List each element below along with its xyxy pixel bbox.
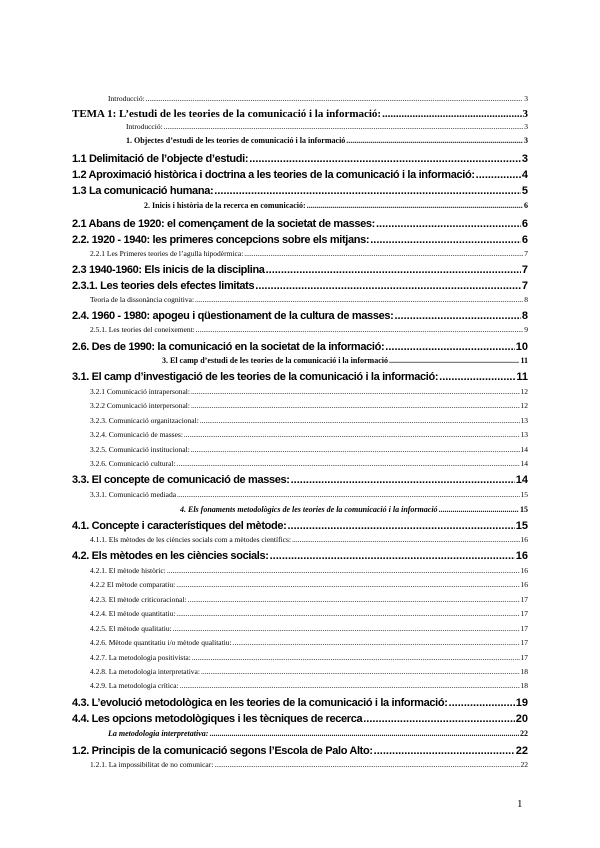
toc-entry-title: TEMA 1: L’estudi de les teories de la comunicació i la informació: (72, 108, 382, 120)
toc-entry[interactable] (72, 264, 528, 277)
toc-entry-page: 22 (520, 729, 528, 738)
toc-entry-title: 4. Els fonaments metodològics de les teories de la comunicació i la informació (180, 505, 438, 514)
toc-entry[interactable] (72, 280, 528, 293)
toc-entry-page: 17 (520, 638, 528, 647)
toc-entry-title: 4.2.2 El mètode comparatiu: (90, 580, 176, 589)
toc-entry[interactable] (72, 218, 528, 231)
toc-entry-title: Teoria de la dissonància cognitiva: (90, 295, 195, 304)
dot-leader (244, 249, 523, 258)
dot-leader (176, 609, 519, 618)
toc-entry[interactable] (72, 234, 528, 247)
dot-leader (209, 729, 519, 738)
toc-entry-page: 7 (521, 264, 528, 276)
toc-entry[interactable] (72, 505, 528, 516)
toc-entry-page: 22 (520, 760, 528, 769)
toc-entry-page: 16 (515, 550, 528, 562)
toc-entry-page: 7 (524, 249, 528, 258)
toc-entry-page: 13 (520, 416, 528, 425)
toc-entry-page: 18 (520, 681, 528, 690)
toc-entry-page: 8 (524, 295, 528, 304)
toc-entry-title: 2.3.1. Les teories dels efectes limitats (72, 280, 255, 292)
dot-leader (266, 264, 521, 276)
toc-entry-page: 17 (520, 595, 528, 604)
dot-leader (291, 474, 515, 486)
dot-leader (201, 667, 520, 676)
toc-entry[interactable] (72, 416, 528, 426)
toc-entry[interactable] (72, 535, 528, 545)
toc-entry-page: 17 (520, 609, 528, 618)
toc-entry-title: 3.2.6. Comunicació cultural: (90, 459, 176, 468)
dot-leader (177, 459, 520, 468)
toc-entry-title: 4.2. Els mètodes en les ciències socials: (72, 550, 269, 562)
dot-leader (292, 535, 520, 544)
toc-entry-page: 11 (520, 356, 528, 365)
toc-entry-title: 3.2.4. Comunicació de masses: (90, 430, 183, 439)
toc-entry-title: 2.3 1940-1960: Els inicis de la disciplina (72, 264, 265, 276)
dot-leader (389, 356, 519, 365)
toc-entry[interactable] (72, 249, 528, 259)
toc-entry[interactable] (72, 609, 528, 619)
toc-entry-page: 13 (520, 430, 528, 439)
toc-entry[interactable] (72, 729, 528, 740)
toc-entry-title: 2.5.1. Les teories del coneixement: (90, 325, 195, 334)
toc-entry-title: 2.2.1 Les Primeres teories de l’agulla hipodèrmica: (90, 249, 244, 258)
toc-entry[interactable] (72, 490, 528, 500)
toc-entry-title: 1.2 Aproximació històrica i doctrina a les teories de la comunicació i la informació: (72, 169, 475, 181)
toc-entry-title: 4.2.9. La metodologia crítica: (90, 681, 179, 690)
toc-entry[interactable] (72, 459, 528, 469)
toc-entry[interactable] (72, 108, 528, 121)
toc-entry-title: 3. El camp d’estudi de les teories de la comunicació i la informació (162, 356, 388, 365)
dot-leader (476, 169, 521, 181)
dot-leader (249, 153, 521, 165)
toc-entry-page: 14 (520, 459, 528, 468)
toc-entry[interactable] (72, 201, 528, 212)
toc-entry[interactable] (72, 94, 528, 104)
toc-entry[interactable] (72, 550, 528, 563)
toc-entry-title: Introducció: (126, 122, 163, 131)
toc-entry[interactable] (72, 653, 528, 663)
toc-entry-title: Introducció: (108, 94, 145, 103)
toc-entry-page: 15 (520, 490, 528, 499)
toc-entry-page: 8 (521, 310, 528, 322)
dot-leader (177, 490, 519, 499)
toc-entry[interactable] (72, 136, 528, 147)
toc-entry-title: 2.6. Des de 1990: la comunicació en la societat de la informació: (72, 341, 385, 353)
toc-entry-page: 6 (521, 218, 528, 230)
toc-entry-page: 14 (515, 474, 528, 486)
toc-entry[interactable] (72, 681, 528, 691)
toc-entry-title: 3.3.1. Comunicació mediada (90, 490, 177, 499)
toc-entry-page: 4 (521, 169, 528, 181)
toc-entry-title: 4.2.5. El mètode qualitatiu: (90, 624, 172, 633)
dot-leader (376, 218, 521, 230)
toc-entry[interactable] (72, 474, 528, 487)
dot-leader (192, 653, 520, 662)
toc-entry[interactable] (72, 638, 528, 648)
dot-leader (191, 445, 520, 454)
toc-entry[interactable] (72, 430, 528, 440)
dot-leader (382, 108, 521, 120)
toc-entry-title: 1. Objectes d’estudi de les teories de comunicació i la informació (126, 136, 346, 145)
toc-entry-title: 3.2.5. Comunicació institucional: (90, 445, 190, 454)
toc-entry-page: 14 (520, 445, 528, 454)
toc-entry[interactable] (72, 325, 528, 335)
toc-entry-title: 1.3 La comunicació humana: (72, 185, 214, 197)
toc-entry-title: 1.2.1. La impossibilitat de no comunicar: (90, 760, 214, 769)
dot-leader (307, 201, 523, 210)
dot-leader (374, 745, 515, 757)
dot-leader (146, 94, 524, 103)
toc-entry-page: 5 (521, 185, 528, 197)
toc-entry-title: 4.3. L’evolució metodològica en les teories de la comunicació i la informació: (72, 697, 448, 709)
toc-entry-title: 3.2.1 Comunicació intrapersonal: (90, 387, 190, 396)
toc-entry-page: 11 (516, 371, 528, 383)
dot-leader (200, 416, 520, 425)
toc-entry[interactable] (72, 520, 528, 533)
toc-entry-title: 2.4. 1960 - 1980: apogeu i qüestionament de la cultura de masses: (72, 310, 394, 322)
toc-entry[interactable] (72, 445, 528, 455)
toc-entry-title: 3.1. El camp d’investigació de les teories de la comunicació i la informació: (72, 371, 439, 383)
toc-entry[interactable] (72, 401, 528, 411)
toc-entry-title: 2.2. 1920 - 1940: les primeres concepcions sobre els mitjans: (72, 234, 370, 246)
toc-entry[interactable] (72, 371, 528, 384)
toc-entry[interactable] (72, 745, 528, 758)
dot-leader (164, 122, 524, 131)
dot-leader (394, 310, 520, 322)
toc-entry-title: 4.1. Concepte i característiques del mètode: (72, 520, 287, 532)
toc-entry-page: 22 (515, 745, 528, 757)
dot-leader (233, 638, 520, 647)
toc-entry-page: 12 (520, 387, 528, 396)
dot-leader (346, 136, 523, 145)
toc-entry[interactable] (72, 122, 528, 132)
toc-entry-page: 6 (521, 234, 528, 246)
toc-entry-title: 4.1.1. Els mètodes de les ciències socials com a mètodes científics: (90, 535, 291, 544)
dot-leader (195, 295, 523, 304)
toc-entry[interactable] (72, 580, 528, 590)
dot-leader (439, 371, 515, 383)
toc-entry-page: 3 (524, 122, 528, 131)
toc-entry-page: 3 (524, 94, 528, 103)
toc-entry-title: 4.2.3. El mètode criticoracional: (90, 595, 187, 604)
dot-leader (191, 401, 520, 410)
toc-entry-page: 16 (520, 580, 528, 589)
toc-entry-title: 4.2.6. Mètode quantitatiu i/o mètode qualitatiu: (90, 638, 232, 647)
toc-entry-title: 4.2.8. La metodologia interpretativa: (90, 667, 200, 676)
toc-entry-page: 3 (521, 153, 528, 165)
toc-entry-title: 4.4. Les opcions metodològiques i les tècniques de recerca (72, 713, 363, 725)
toc-entry[interactable] (72, 713, 528, 726)
toc-entry-title: 2.1 Abans de 1920: el començament de la societat de masses: (72, 218, 375, 230)
toc-entry[interactable] (72, 185, 528, 198)
toc-entry[interactable] (72, 760, 528, 770)
dot-leader (184, 430, 520, 439)
dot-leader (191, 387, 520, 396)
page-number: 1 (517, 798, 523, 810)
dot-leader (255, 280, 521, 292)
toc-entry-title: 2. Inicis i història de la recerca en comunicació: (144, 201, 306, 210)
toc-entry-title: La metodologia interpretativa: (108, 729, 209, 738)
toc-entry[interactable] (72, 667, 528, 677)
dot-leader (188, 595, 520, 604)
toc-entry-page: 15 (520, 505, 528, 514)
toc-entry-page: 18 (520, 667, 528, 676)
dot-leader (385, 341, 514, 353)
toc-entry-page: 20 (515, 713, 528, 725)
dot-leader (176, 580, 519, 589)
toc-entry-page: 10 (515, 341, 528, 353)
toc-entry-page: 16 (520, 566, 528, 575)
toc-entry-page: 16 (520, 535, 528, 544)
toc-entry[interactable] (72, 153, 528, 166)
toc-entry-title: 4.2.4. El mètode quantitatiu: (90, 609, 176, 618)
toc-entry[interactable] (72, 387, 528, 397)
toc-entry-title: 3.3. El concepte de comunicació de masses: (72, 474, 290, 486)
toc-entry-title: 4.2.1. El mètode històric: (90, 566, 166, 575)
toc-entry[interactable] (72, 595, 528, 605)
dot-leader (214, 185, 521, 197)
toc-entry[interactable] (72, 169, 528, 182)
toc-entry-page: 9 (524, 325, 528, 334)
toc-entry-page: 3 (524, 136, 528, 145)
toc-entry-title: 1.1 Delimitació de l’objecte d’estudi: (72, 153, 249, 165)
toc-entry-page: 6 (524, 201, 528, 210)
toc-entry-page: 15 (515, 520, 528, 532)
toc-entry-page: 17 (520, 653, 528, 662)
dot-leader (214, 760, 519, 769)
toc-entry[interactable] (72, 624, 528, 634)
toc-entry-page: 17 (520, 624, 528, 633)
toc-entry-title: 1.2. Principis de la comunicació segons l’Escola de Palo Alto: (72, 745, 373, 757)
toc-entry-title: 4.2.7. La metodologia positivista: (90, 653, 191, 662)
dot-leader (363, 713, 515, 725)
dot-leader (180, 681, 520, 690)
toc-entry-page: 12 (520, 401, 528, 410)
toc-entry[interactable] (72, 697, 528, 710)
dot-leader (270, 550, 515, 562)
toc-entry[interactable] (72, 310, 528, 323)
dot-leader (173, 624, 520, 633)
toc-entry[interactable] (72, 566, 528, 576)
toc-entry[interactable] (72, 295, 528, 305)
toc-entry-title: 3.2.2 Comunicació interpersonal: (90, 401, 190, 410)
dot-leader (287, 520, 514, 532)
dot-leader (449, 697, 515, 709)
toc-entry-page: 7 (521, 280, 528, 292)
toc-entry-title: 3.2.3. Comunicació organitzacional: (90, 416, 199, 425)
toc-entry-page: 19 (515, 697, 528, 709)
toc-entry-page: 3 (522, 108, 528, 120)
dot-leader (370, 234, 521, 246)
dot-leader (196, 325, 523, 334)
dot-leader (167, 566, 520, 575)
toc-entry[interactable] (72, 341, 528, 354)
toc-entry[interactable] (72, 356, 528, 367)
dot-leader (439, 505, 519, 514)
